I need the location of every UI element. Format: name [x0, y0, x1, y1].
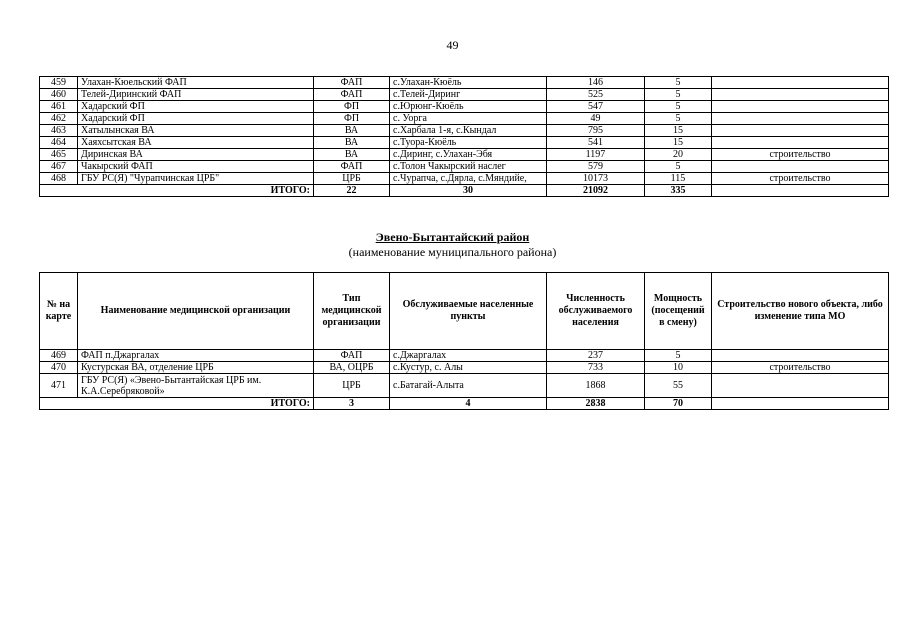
cell-construction: [712, 137, 889, 149]
total-row: [40, 185, 889, 197]
cell-served-points: с. Уорга: [390, 113, 547, 125]
header-organization-type: Тип медицинской организации: [314, 273, 390, 350]
cell-map-number: 460: [40, 89, 78, 101]
cell-organization-type: ФАП: [314, 89, 390, 101]
cell-construction: строительство: [712, 173, 889, 185]
table-row: [40, 89, 889, 101]
cell-construction: [712, 89, 889, 101]
cell-organization-name: Улахан-Кюельский ФАП: [78, 77, 314, 89]
cell-organization-name: Кустурская ВА, отделение ЦРБ: [78, 362, 314, 374]
cell-population: 49: [547, 113, 645, 125]
cell-served-points: с.Кустур, с. Алы: [390, 362, 547, 374]
cell-construction: [712, 350, 889, 362]
cell-population: 525: [547, 89, 645, 101]
header-organization-name: Наименование медицинской организации: [78, 273, 314, 350]
cell-organization-type: ВА: [314, 137, 390, 149]
cell-population: 10173: [547, 173, 645, 185]
cell-capacity: 10: [645, 362, 712, 374]
cell-construction: [712, 161, 889, 173]
cell-organization-type: ФАП: [314, 77, 390, 89]
cell-capacity: 5: [645, 113, 712, 125]
cell-organization-name: ФАП п.Джаргалах: [78, 350, 314, 362]
cell-map-number: 469: [40, 350, 78, 362]
cell-organization-type: ВА: [314, 149, 390, 161]
cell-served-points: с.Толон Чакырский наслег: [390, 161, 547, 173]
cell-capacity: 5: [645, 77, 712, 89]
cell-construction: строительство: [712, 362, 889, 374]
table-row: [40, 77, 889, 89]
cell-organization-type: ЦРБ: [314, 374, 390, 398]
total-label: ИТОГО:: [40, 398, 314, 410]
table-row: [40, 113, 889, 125]
cell-map-number: 465: [40, 149, 78, 161]
table-row: [40, 374, 889, 398]
table-district-body: [40, 350, 889, 410]
cell-organization-type: ФП: [314, 101, 390, 113]
table-row: [40, 101, 889, 113]
cell-organization-name: Телей-Диринский ФАП: [78, 89, 314, 101]
cell-map-number: 467: [40, 161, 78, 173]
cell-map-number: 462: [40, 113, 78, 125]
total-construction: [712, 185, 889, 197]
cell-capacity: 20: [645, 149, 712, 161]
cell-capacity: 115: [645, 173, 712, 185]
table-row: [40, 137, 889, 149]
cell-population: 579: [547, 161, 645, 173]
cell-map-number: 464: [40, 137, 78, 149]
total-population: 21092: [547, 185, 645, 197]
cell-organization-name: Хатылынская ВА: [78, 125, 314, 137]
cell-construction: [712, 77, 889, 89]
cell-organization-name: Чакырский ФАП: [78, 161, 314, 173]
table-header-row: [40, 273, 889, 350]
cell-construction: строительство: [712, 149, 889, 161]
cell-map-number: 463: [40, 125, 78, 137]
total-types: 22: [314, 185, 390, 197]
table-top-continuation: [39, 76, 889, 197]
cell-organization-type: ЦРБ: [314, 173, 390, 185]
cell-served-points: с.Юрюнг-Кюёль: [390, 101, 547, 113]
cell-construction: [712, 113, 889, 125]
cell-population: 733: [547, 362, 645, 374]
cell-served-points: с.Туора-Кюёль: [390, 137, 547, 149]
table-row: [40, 173, 889, 185]
cell-map-number: 471: [40, 374, 78, 398]
header-capacity: Мощность (посещений в смену): [645, 273, 712, 350]
cell-capacity: 15: [645, 125, 712, 137]
total-population: 2838: [547, 398, 645, 410]
total-points: 4: [390, 398, 547, 410]
cell-construction: [712, 125, 889, 137]
cell-population: 1868: [547, 374, 645, 398]
total-row: [40, 398, 889, 410]
district-subtitle: (наименование муниципального района): [348, 245, 557, 259]
cell-served-points: с.Батагай-Алыта: [390, 374, 547, 398]
cell-capacity: 5: [645, 101, 712, 113]
header-map-number: № на карте: [40, 273, 78, 350]
cell-organization-name: ГБУ РС(Я) "Чурапчинская ЦРБ": [78, 173, 314, 185]
table-row: [40, 125, 889, 137]
cell-population: 237: [547, 350, 645, 362]
cell-served-points: с.Харбала 1-я, с.Кындал: [390, 125, 547, 137]
page-number: 49: [446, 38, 459, 52]
table-row: [40, 350, 889, 362]
cell-capacity: 5: [645, 89, 712, 101]
cell-served-points: с.Улахан-Кюёль: [390, 77, 547, 89]
header-served-points: Обслуживаемые населенные пункты: [390, 273, 547, 350]
cell-population: 1197: [547, 149, 645, 161]
cell-served-points: с.Чурапча, с.Дярла, с.Мяндийе,: [390, 173, 547, 185]
cell-served-points: с.Телей-Диринг: [390, 89, 547, 101]
cell-population: 146: [547, 77, 645, 89]
cell-organization-type: ВА, ОЦРБ: [314, 362, 390, 374]
total-label: ИТОГО:: [40, 185, 314, 197]
district-title: Эвено-Бытантайский район: [375, 230, 530, 244]
cell-construction: [712, 101, 889, 113]
total-types: 3: [314, 398, 390, 410]
table-row: [40, 149, 889, 161]
cell-organization-name: Диринская ВА: [78, 149, 314, 161]
cell-organization-type: ФАП: [314, 161, 390, 173]
cell-capacity: 5: [645, 350, 712, 362]
table-row: [40, 362, 889, 374]
cell-organization-name: Хадарский ФП: [78, 113, 314, 125]
cell-capacity: 5: [645, 161, 712, 173]
cell-population: 795: [547, 125, 645, 137]
cell-map-number: 461: [40, 101, 78, 113]
table-top-body: [40, 77, 889, 197]
total-points: 30: [390, 185, 547, 197]
cell-capacity: 15: [645, 137, 712, 149]
cell-organization-name: ГБУ РС(Я) «Эвено-Бытантайская ЦРБ им. К.А.Серебряковой»: [78, 374, 314, 398]
cell-map-number: 470: [40, 362, 78, 374]
cell-construction: [712, 374, 889, 398]
cell-map-number: 459: [40, 77, 78, 89]
cell-organization-type: ФАП: [314, 350, 390, 362]
total-capacity: 335: [645, 185, 712, 197]
total-capacity: 70: [645, 398, 712, 410]
cell-organization-name: Хаяхсытская ВА: [78, 137, 314, 149]
cell-served-points: с.Джаргалах: [390, 350, 547, 362]
cell-population: 541: [547, 137, 645, 149]
table-district: [39, 272, 889, 410]
table-row: [40, 161, 889, 173]
cell-capacity: 55: [645, 374, 712, 398]
cell-population: 547: [547, 101, 645, 113]
total-construction: [712, 398, 889, 410]
header-population: Численность обслуживаемого населения: [547, 273, 645, 350]
header-construction: Строительство нового объекта, либо изменение типа МО: [712, 273, 889, 350]
cell-organization-name: Хадарский ФП: [78, 101, 314, 113]
cell-organization-type: ФП: [314, 113, 390, 125]
cell-organization-type: ВА: [314, 125, 390, 137]
cell-served-points: с.Диринг, с.Улахан-Эбя: [390, 149, 547, 161]
cell-map-number: 468: [40, 173, 78, 185]
